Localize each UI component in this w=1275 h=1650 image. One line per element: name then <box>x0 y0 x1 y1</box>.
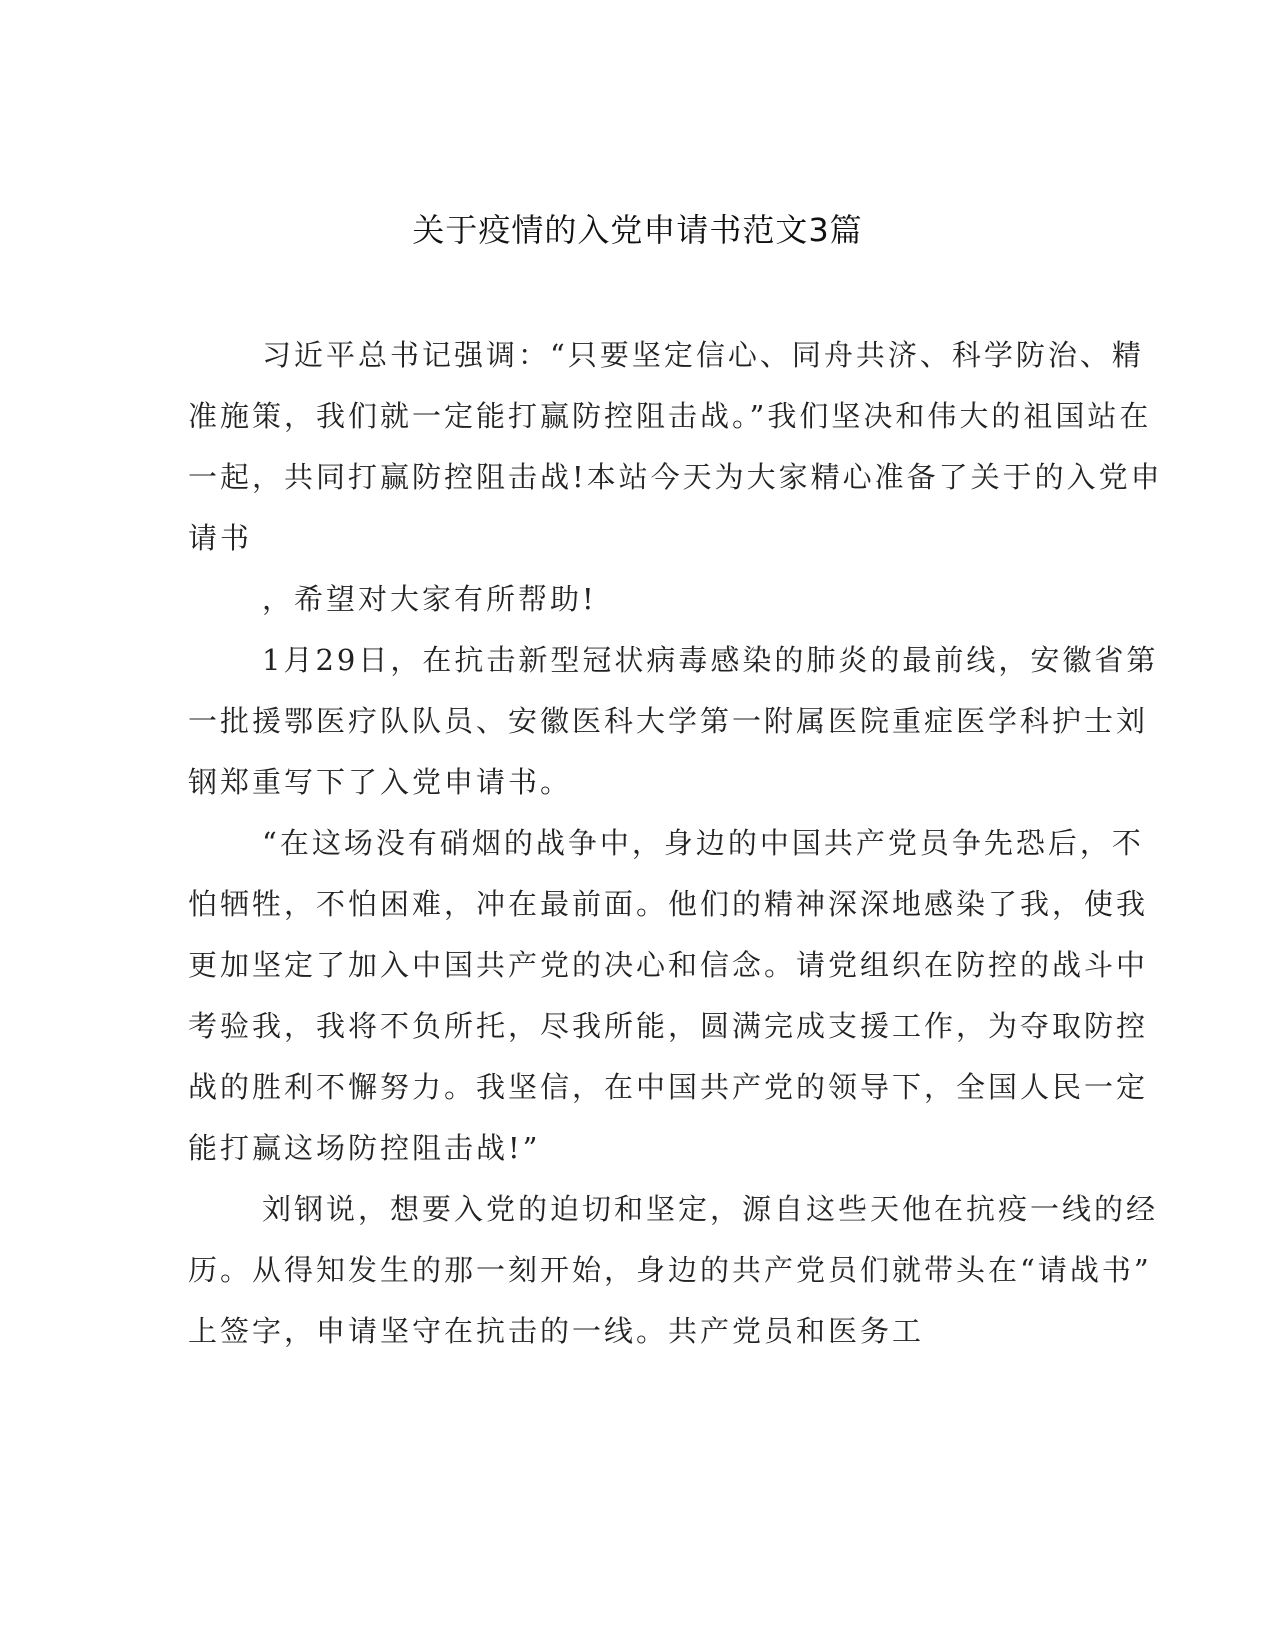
text-line: ，希望对大家有所帮助! <box>262 582 597 616</box>
text-line: 战的胜利不懈努力。我坚信，在中国共产党的领导下，全国人民一定 <box>188 1070 1149 1104</box>
text-line: 上签字，申请坚守在抗击的一线。共产党员和医务工 <box>188 1314 925 1348</box>
text-line: 历。从得知发生的那一刻开始，身边的共产党员们就带头在“请战书” <box>188 1253 1152 1287</box>
text-line: “在这场没有硝烟的战争中，身边的中国共产党员争先恐后，不 <box>262 826 1144 860</box>
text-line: 请书 <box>188 521 253 555</box>
text-line: 习近平总书记强调：“只要坚定信心、同舟共济、科学防治、精 <box>262 338 1144 372</box>
text-line: 一起，共同打赢防控阻击战!本站今天为大家精心准备了关于的入党申 <box>188 460 1163 494</box>
text-line: 更加坚定了加入中国共产党的决心和信念。请党组织在防控的战斗中 <box>188 948 1149 982</box>
document-body <box>188 325 1163 1362</box>
text-line: 能打赢这场防控阻击战!” <box>188 1131 541 1165</box>
text-line: 刘钢说，想要入党的迫切和坚定，源自这些天他在抗疫一线的经 <box>262 1192 1159 1226</box>
text-line: 1月29日，在抗击新型冠状病毒感染的肺炎的最前线，安徽省第 <box>262 643 1159 677</box>
text-line: 一批援鄂医疗队队员、安徽医科大学第一附属医院重症医学科护士刘 <box>188 704 1149 738</box>
text-line: 考验我，我将不负所托，尽我所能，圆满完成支援工作，为夺取防控 <box>188 1009 1149 1043</box>
document-title: 关于疫情的入党申请书范文3篇 <box>412 211 863 249</box>
text-line: 怕牺牲，不怕困难，冲在最前面。他们的精神深深地感染了我，使我 <box>188 887 1149 921</box>
text-line: 钢郑重写下了入党申请书。 <box>188 765 573 799</box>
text-line: 准施策，我们就一定能打赢防控阻击战。”我们坚决和伟大的祖国站在 <box>188 399 1152 433</box>
